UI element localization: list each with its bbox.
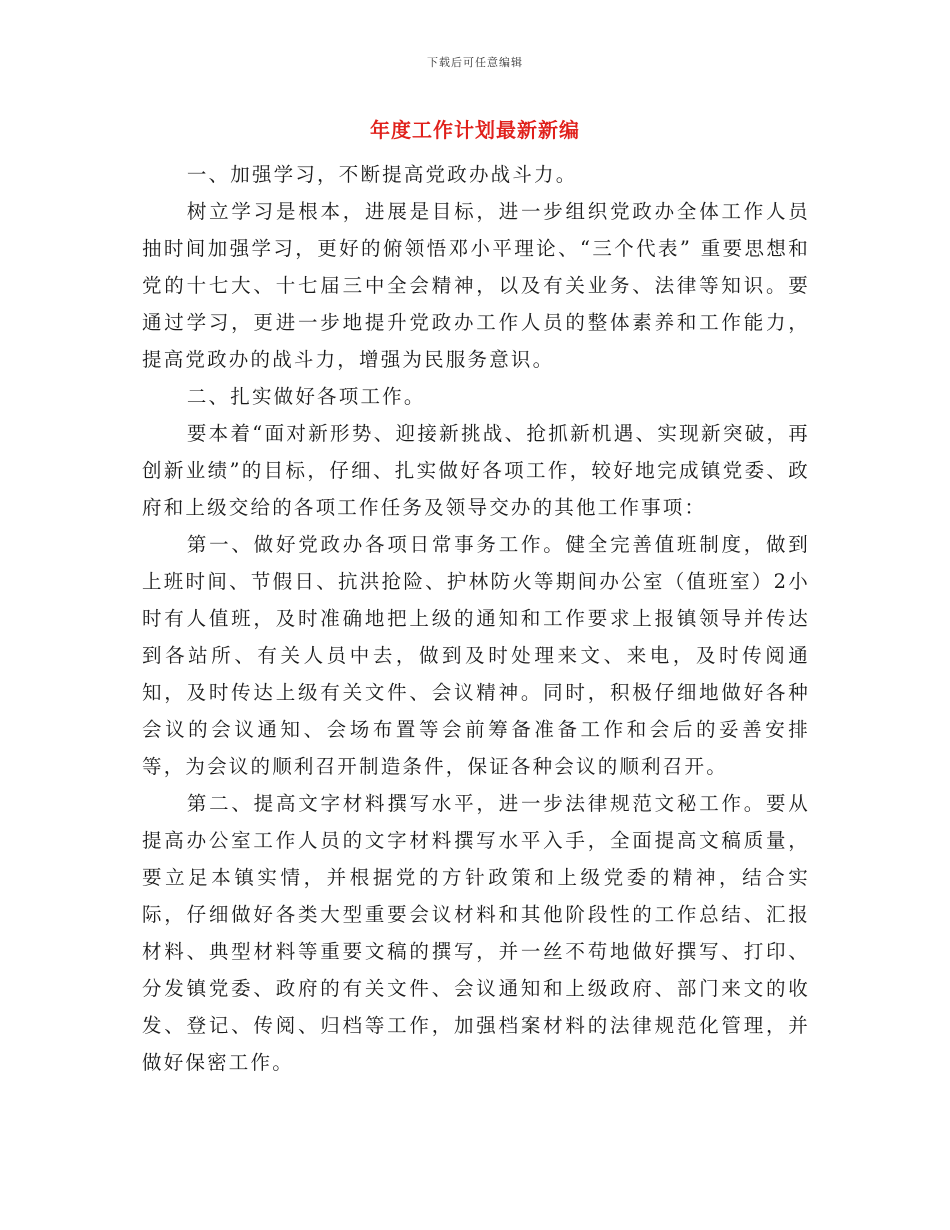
section-heading-2: 二、扎实做好各项工作。 — [186, 385, 426, 408]
paragraph-study: 树立学习是根本，进展是目标，进一步组织党政办全体工作人员抽时间加强学习，更好的俯领悟邓小平理论、“三个代表” 重要思想和党的十七大、十七届三中全会精神，以及有关业务、法律等知识。要通过学习，更进一步地提升党政办工作人员的整体素养和工作能力，提高党政办的战斗力，增强为民服务意识。 — [142, 200, 810, 371]
paragraph-daily-affairs: 第一、做好党政办各项日常事务工作。健全完善值班制度，做到上班时间、节假日、抗洪抢险、护林防火等期间办公室（值班室）2小时有人值班，及时准确地把上级的通知和工作要求上报镇领导并传达到各站所、有关人员中去，做到及时处理来文、来电，及时传阅通知，及时传达上级有关文件、会议精神。同时，积极仔细地做好各种会议的会议通知、会场布置等会前筹备准备工作和会后的妥善安排等，为会议的顺利召开制造条件，保证各种会议的顺利召开。 — [142, 533, 810, 778]
paragraph-goals: 要本着“面对新形势、迎接新挑战、抢抓新机遇、实现新突破，再创新业绩”的目标，仔细、扎实做好各项工作，较好地完成镇党委、政府和上级交给的各项工作任务及领导交办的其他工作事项： — [142, 422, 810, 519]
paragraph-writing: 第二、提高文字材料撰写水平，进一步法律规范文秘工作。要从提高办公室工作人员的文字材料撰写水平入手，全面提高文稿质量，要立足本镇实情，并根据党的方针政策和上级党委的精神，结合实际，仔细做好各类大型重要会议材料和其他阶段性的工作总结、汇报材料、典型材料等重要文稿的撰写，并一丝不苟地做好撰写、打印、分发镇党委、政府的有关文件、会议通知和上级政府、部门来文的收发、登记、传阅、归档等工作，加强档案材料的法律规范化管理，并做好保密工作。 — [142, 792, 810, 1074]
document-body — [142, 156, 810, 1081]
document-title: 年度工作计划最新新编 — [370, 118, 580, 142]
header-note: 下载后可任意编辑 — [427, 56, 523, 69]
section-heading-1: 一、加强学习，不断提高党政办战斗力。 — [186, 163, 578, 186]
